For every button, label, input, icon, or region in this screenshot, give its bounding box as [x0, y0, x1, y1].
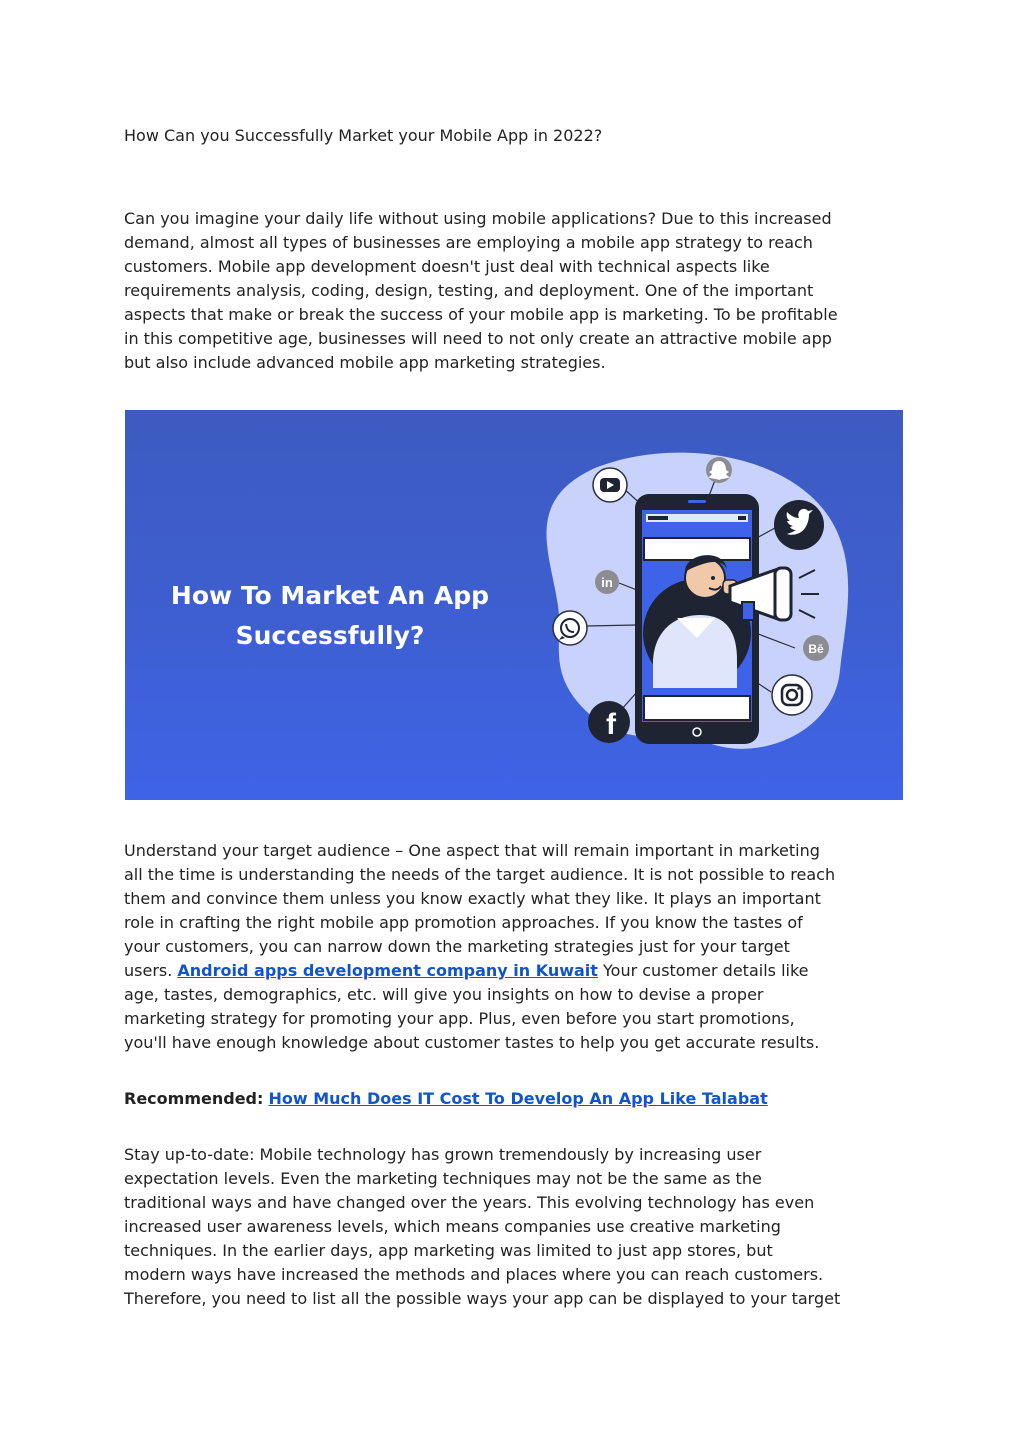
audience-line: role in crafting the right mobile app promotion approaches. If you know the tastes of: [124, 913, 803, 932]
update-line: techniques. In the earlier days, app marketing was limited to just app stores, but: [124, 1241, 773, 1260]
whatsapp-icon: [553, 611, 587, 645]
audience-paragraph: [124, 839, 835, 1055]
update-line: Stay up-to-date: Mobile technology has grown tremendously by increasing user: [124, 1145, 762, 1164]
audience-line: Understand your target audience – One aspect that will remain important in marketing: [124, 841, 820, 860]
youtube-icon: [593, 468, 627, 502]
audience-text: Your customer details like: [597, 961, 809, 980]
recommended-link[interactable]: How Much Does IT Cost To Develop An App Like Talabat: [268, 1089, 768, 1108]
intro-line: Can you imagine your daily life without using mobile applications? Due to this increased: [124, 209, 832, 228]
document-title: How Can you Successfully Market your Mobile App in 2022?: [124, 126, 603, 145]
behance-icon: [803, 635, 829, 661]
snapchat-icon: [706, 457, 732, 483]
hero-title-line: Successfully?: [235, 621, 425, 650]
audience-line-with-link: [124, 959, 835, 983]
intro-line: demand, almost all types of businesses are employing a mobile app strategy to reach: [124, 233, 813, 252]
svg-text:in: in: [601, 575, 613, 590]
update-line: Therefore, you need to list all the possible ways your app can be displayed to your target: [124, 1289, 841, 1308]
audience-line: you'll have enough knowledge about customer tastes to help you get accurate results.: [124, 1033, 820, 1052]
update-line: increased user awareness levels, which means companies use creative marketing: [124, 1217, 781, 1236]
intro-paragraph: [124, 207, 838, 375]
hero-illustration: [125, 410, 903, 800]
update-paragraph: [124, 1143, 840, 1311]
recommended-paragraph: [124, 1087, 768, 1111]
twitter-icon: [774, 500, 824, 550]
hero-banner-image: [125, 410, 903, 800]
intro-line: but also include advanced mobile app marketing strategies.: [124, 353, 606, 372]
audience-text: users.: [124, 961, 178, 980]
android-development-link[interactable]: Android apps development company in Kuwait: [177, 961, 598, 980]
audience-line: them and convince them unless you know exactly what they like. It plays an important: [124, 889, 821, 908]
audience-line: all the time is understanding the needs of the target audience. It is not possible to reach: [124, 865, 836, 884]
intro-line: customers. Mobile app development doesn't just deal with technical aspects like: [124, 257, 770, 276]
svg-text:Bē: Bē: [808, 642, 824, 656]
update-line: modern ways have increased the methods and places where you can reach customers.: [124, 1265, 824, 1284]
audience-line: your customers, you can narrow down the marketing strategies just for your target: [124, 937, 790, 956]
recommended-line: [124, 1087, 768, 1111]
intro-line: in this competitive age, businesses will need to not only create an attractive mobile app: [124, 329, 832, 348]
audience-line: age, tastes, demographics, etc. will give you insights on how to devise a proper: [124, 985, 764, 1004]
svg-text:f: f: [606, 708, 616, 741]
intro-line: requirements analysis, coding, design, testing, and deployment. One of the important: [124, 281, 814, 300]
linkedin-icon: [595, 570, 619, 594]
update-line: traditional ways and have changed over the years. This evolving technology has even: [124, 1193, 815, 1212]
recommended-label: Recommended:: [124, 1089, 264, 1108]
instagram-icon: [772, 675, 812, 715]
audience-line: marketing strategy for promoting your app. Plus, even before you start promotions,: [124, 1009, 795, 1028]
intro-line: aspects that make or break the success of your mobile app is marketing. To be profitable: [124, 305, 838, 324]
facebook-icon: [588, 701, 630, 743]
update-line: expectation levels. Even the marketing techniques may not be the same as the: [124, 1169, 762, 1188]
hero-title-line: How To Market An App: [170, 581, 490, 610]
